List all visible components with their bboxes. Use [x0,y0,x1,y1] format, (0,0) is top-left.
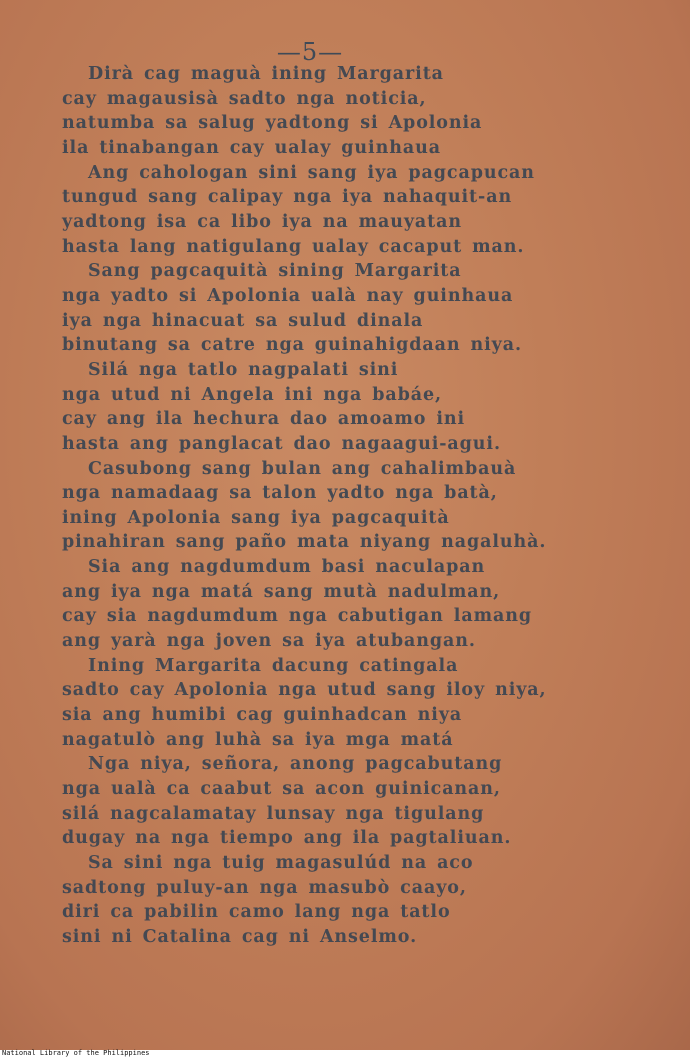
text-line: binutang sa catre nga guinahigdaan niya. [62,335,522,356]
text-line: ang iya nga matá sang mutà nadulman, [62,581,501,602]
text-line: tungud sang calipay nga iya nahaquit-an [62,187,513,208]
text-line: silá nagcalamatay lunsay nga tigulang [62,803,485,824]
text-line: nga ualà ca caabut sa acon guinicanan, [62,779,501,800]
page-number: —5— [276,38,344,66]
text-line: cay ang ila hechura dao amoamo ini [62,409,466,430]
text-line: Nga niya, señora, anong pagcabutang [88,754,503,775]
text-line: sadto cay Apolonia nga utud sang iloy niya, [62,680,547,701]
text-line: Ang cahologan sini sang iya pagcapucan [88,162,535,183]
text-line: sia ang humibi cag guinhadcan niya [62,705,463,726]
poem-text [62,62,582,950]
text-line: iya nga hinacuat sa sulud dinala [62,310,424,331]
library-credit: National Library of the Philippines [2,1049,150,1057]
text-line: hasta ang panglacat dao nagaagui-agui. [62,433,501,454]
text-line: nga yadto si Apolonia ualà nay guinhaua [62,285,514,306]
text-line: nagatulò ang luhà sa iya mga matá [62,729,454,750]
text-line: cay magausisà sadto nga noticia, [62,88,427,109]
text-line: Sa sini nga tuig magasulúd na aco [88,853,474,873]
text-line: ang yarà nga joven sa iya atubangan. [62,631,476,652]
text-line: Silá nga tatlo nagpalati sini [88,359,399,380]
text-line: natumba sa salug yadtong si Apolonia [62,113,483,134]
text-line: cay sia nagdumdum nga cabutigan lamang [62,606,533,627]
text-line: sadtong puluy-an nga masubò caayo, [62,877,467,898]
text-line: Sia ang nagdumdum basi naculapan [88,557,486,578]
text-line: Ining Margarita dacung catingala [88,655,459,676]
text-line: ila tinabangan cay ualay guinhaua [62,137,441,158]
text-line: hasta lang natigulang ualay cacaput man. [62,236,525,257]
text-line: Casubong sang bulan ang cahalimbauà [88,458,517,479]
text-line: nga utud ni Angela ini nga babáe, [62,384,443,405]
text-line: pinahiran sang paño mata niyang nagaluhà. [62,532,547,553]
text-line: diri ca pabilin camo lang nga tatlo [62,902,451,923]
text-line: Sang pagcaquità sining Margarita [88,261,462,282]
text-line: dugay na nga tiempo ang ila pagtaliuan. [62,828,512,849]
text-line: ining Apolonia sang iya pagcaquità [62,507,450,528]
text-line: sini ni Catalina cag ni Anselmo. [62,926,418,947]
text-line: Dirà cag maguà ining Margarita [88,64,444,84]
text-line: nga namadaag sa talon yadto nga batà, [62,483,498,504]
text-line: yadtong isa ca libo iya na mauyatan [62,211,463,232]
